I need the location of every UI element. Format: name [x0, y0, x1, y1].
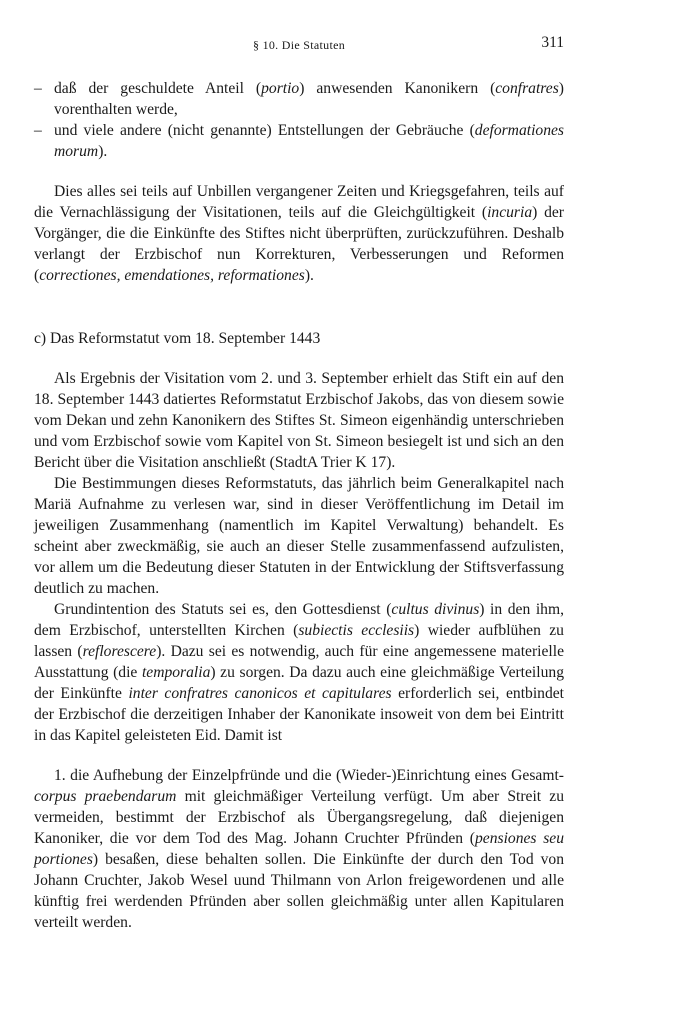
list-item	[34, 120, 564, 162]
latin-term: portio	[261, 80, 300, 97]
list-item-text: und viele andere (nicht genannte) Entstellungen der Gebräuche (deformationes morum).	[54, 122, 564, 160]
list-item-text: daß der geschuldete Anteil (portio) anwesenden Kanonikern (confratres) vorenthalten werde,	[54, 80, 564, 118]
paragraph-visitation: Dies alles sei teils auf Unbillen vergangener Zeiten und Kriegsgefahren, teils auf die Vernachlässigung der Visitationen, teils auf die Gleichgültigkeit (incuria) der Vorgänger, die die Einkünfte des Stiftes nicht überprüften, zurückzuführen. Deshalb verlangt der Erzbischof nun Korrekturen, Verbesserungen und Reformen (correctiones, emendationes, reformationes).	[34, 183, 564, 284]
latin-term: corpus praebendarum	[34, 788, 177, 805]
latin-term: correctiones, emendationes, reformationes	[39, 267, 305, 284]
page-number: 311	[541, 34, 564, 51]
latin-term: subiectis ecclesiis	[298, 622, 415, 639]
latin-term: incuria	[487, 204, 533, 221]
paragraph-grundintention: Grundintention des Statuts sei es, den Gottesdienst (cultus divinus) in den ihm, dem Erzbischof, unterstellten Kirchen (subiectis ecclesiis) wieder aufblühen zu lassen (reflorescere). Dazu sei es notwendig, auch für eine angemessene materielle Ausstattung (die temporalia) zu sorgen. Da dazu auch eine gleichmäßige Verteilung der Einkünfte inter confratres canonicos et capitulares erforderlich sei, entbindet der Erzbischof die derzeitigen Inhaber der Kanonikate insoweit von dem bei Eintritt in das Kapitel geleisteten Eid. Damit ist	[34, 601, 565, 744]
latin-term: deformationes morum	[54, 122, 564, 160]
latin-term: inter confratres canonicos et capitulares	[128, 685, 392, 702]
latin-term: confratres	[495, 80, 559, 97]
dash-list	[34, 78, 564, 162]
latin-term: pensiones seu portiones	[34, 830, 564, 868]
section-heading: c) Das Reformstatut vom 18. September 1443	[34, 330, 321, 347]
latin-term: temporalia	[141, 664, 211, 681]
paragraph-ergebnis: Als Ergebnis der Visitation vom 2. und 3. September erhielt das Stift ein auf den 18. September 1443 datiertes Reformstatut Erzbischof Jakobs, das von diesem sowie vom Dekan und zehn Kanonikern des Stiftes St. Simeon eigenhändig unterschrieben und vom Erzbischof sowie vom Kapitel von St. Simeon besiegelt ist und sich an den Bericht über die Visitation anschließt (StadtA Trier K 17).	[34, 370, 564, 471]
latin-term: reflorescere	[82, 643, 157, 660]
running-head: § 10. Die Statuten	[252, 38, 346, 52]
dash-bullet: –	[34, 80, 42, 97]
paragraph-bestimmungen: Die Bestimmungen dieses Reformstatuts, das jährlich beim Generalkapitel nach Mariä Aufnahme zu verlesen war, sind in dieser Veröffentlichung im Detail im jeweiligen Zusammenhang (namentlich im Kapitel Verwaltung) behandelt. Es scheint aber zweckmäßig, sie auch an dieser Stelle zusammenfassend aufzulisten, vor allem um die Bedeutung dieser Statuten in der Entwicklung der Stiftsverfassung deutlich zu machen.	[34, 475, 564, 597]
numbered-item-1: 1. die Aufhebung der Einzelpfründe und die (Wieder-)Einrichtung eines Gesamt-corpus praebendarum mit gleichmäßiger Verteilung verfügt. Um aber Streit zu vermeiden, bestimmt der Erzbischof als Übergangsregelung, daß diejenigen Kanoniker, die vor dem Tod des Mag. Johann Cruchter Pfründen (pensiones seu portiones) besaßen, diese behalten sollen. Die Einkünfte der durch den Tod von Johann Cruchter, Jakob Wesel uund Thilmann von Arlon freigewordenen und alle künftig frei werdenden Pfründen aber sollen gleichmäßig unter allen Kapitularen verteilt werden.	[34, 767, 564, 931]
body-text	[34, 78, 564, 933]
dash-bullet: –	[34, 122, 42, 139]
latin-term: cultus divinus	[391, 601, 480, 618]
list-item	[34, 78, 564, 120]
